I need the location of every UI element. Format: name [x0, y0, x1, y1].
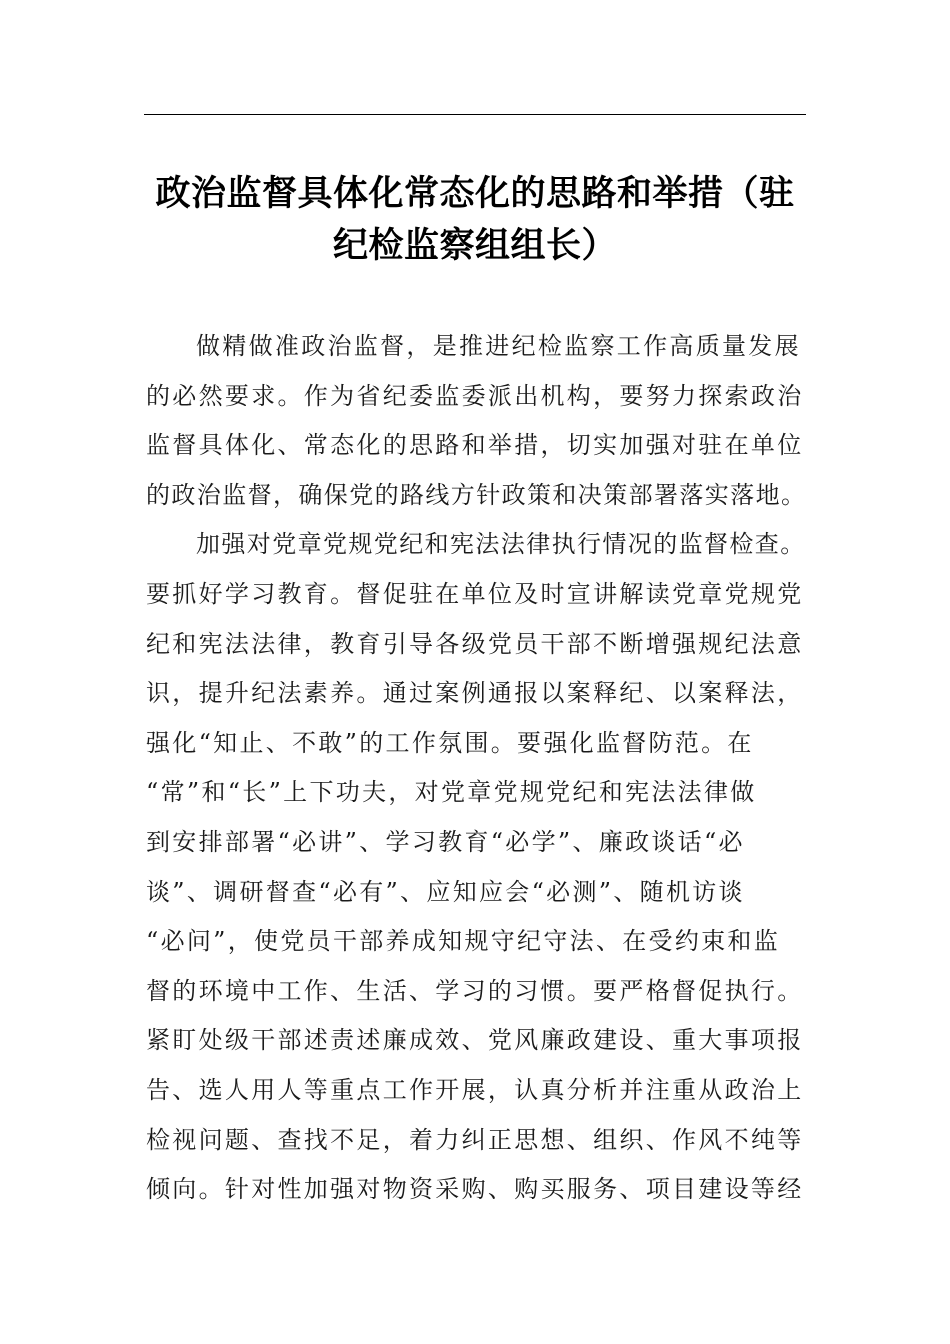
paragraph-2-line-9: “必问”，使党员干部养成知规守纪守法、在受约束和监 [146, 927, 781, 956]
paragraph-2-line-1: 加强对党章党规党纪和宪法法律执行情况的监督检查。 [196, 530, 806, 559]
paragraph-2-line-8: 谈”、调研督查“必有”、应知应会“必测”、随机访谈 [146, 877, 745, 906]
header-rule [144, 114, 806, 115]
title-line-1: 政治监督具体化常态化的思路和举措（驻 [155, 174, 795, 214]
paragraph-2-line-2: 要抓好学习教育。督促驻在单位及时宣讲解读党章党规党 [146, 579, 804, 608]
paragraph-2-line-5: 强化“知止、不敢”的工作氛围。要强化监督防范。在 [146, 728, 754, 757]
title-line-2: 纪检监察组组长） [332, 226, 617, 266]
document-title [130, 168, 820, 272]
paragraph-2-line-7: 到安排部署“必讲”、学习教育“必学”、廉政谈话“必 [146, 827, 745, 856]
paragraph-2-line-12: 告、选人用人等重点工作开展，认真分析并注重从政治上 [146, 1075, 804, 1104]
paragraph-1-line-3: 监督具体化、常态化的思路和举措，切实加强对驻在单位 [146, 431, 804, 460]
document-body [146, 322, 808, 1215]
paragraph-2-line-6: “常”和“长”上下功夫，对党章党规党纪和宪法法律做 [146, 778, 757, 807]
paragraph-2-line-14: 倾向。针对性加强对物资采购、购买服务、项目建设等经 [146, 1175, 804, 1204]
paragraph-2-line-10: 督的环境中工作、生活、学习的习惯。要严格督促执行。 [146, 976, 804, 1005]
paragraph-2-line-13: 检视问题、查找不足，着力纠正思想、组织、作风不纯等 [146, 1125, 804, 1154]
paragraph-1-line-1: 做精做准政治监督，是推进纪检监察工作高质量发展 [196, 332, 801, 360]
paragraph-2-line-11: 紧盯处级干部述责述廉成效、党风廉政建设、重大事项报 [146, 1026, 804, 1055]
paragraph-2-line-3: 纪和宪法法律，教育引导各级党员干部不断增强规纪法意 [146, 629, 804, 658]
paragraph-2-line-4: 识，提升纪法素养。通过案例通报以案释纪、以案释法， [146, 679, 804, 708]
paragraph-1-line-2: 的必然要求。作为省纪委监委派出机构，要努力探索政治 [146, 381, 804, 410]
paragraph-1-line-4: 的政治监督，确保党的路线方针政策和决策部署落实落地。 [146, 480, 807, 509]
